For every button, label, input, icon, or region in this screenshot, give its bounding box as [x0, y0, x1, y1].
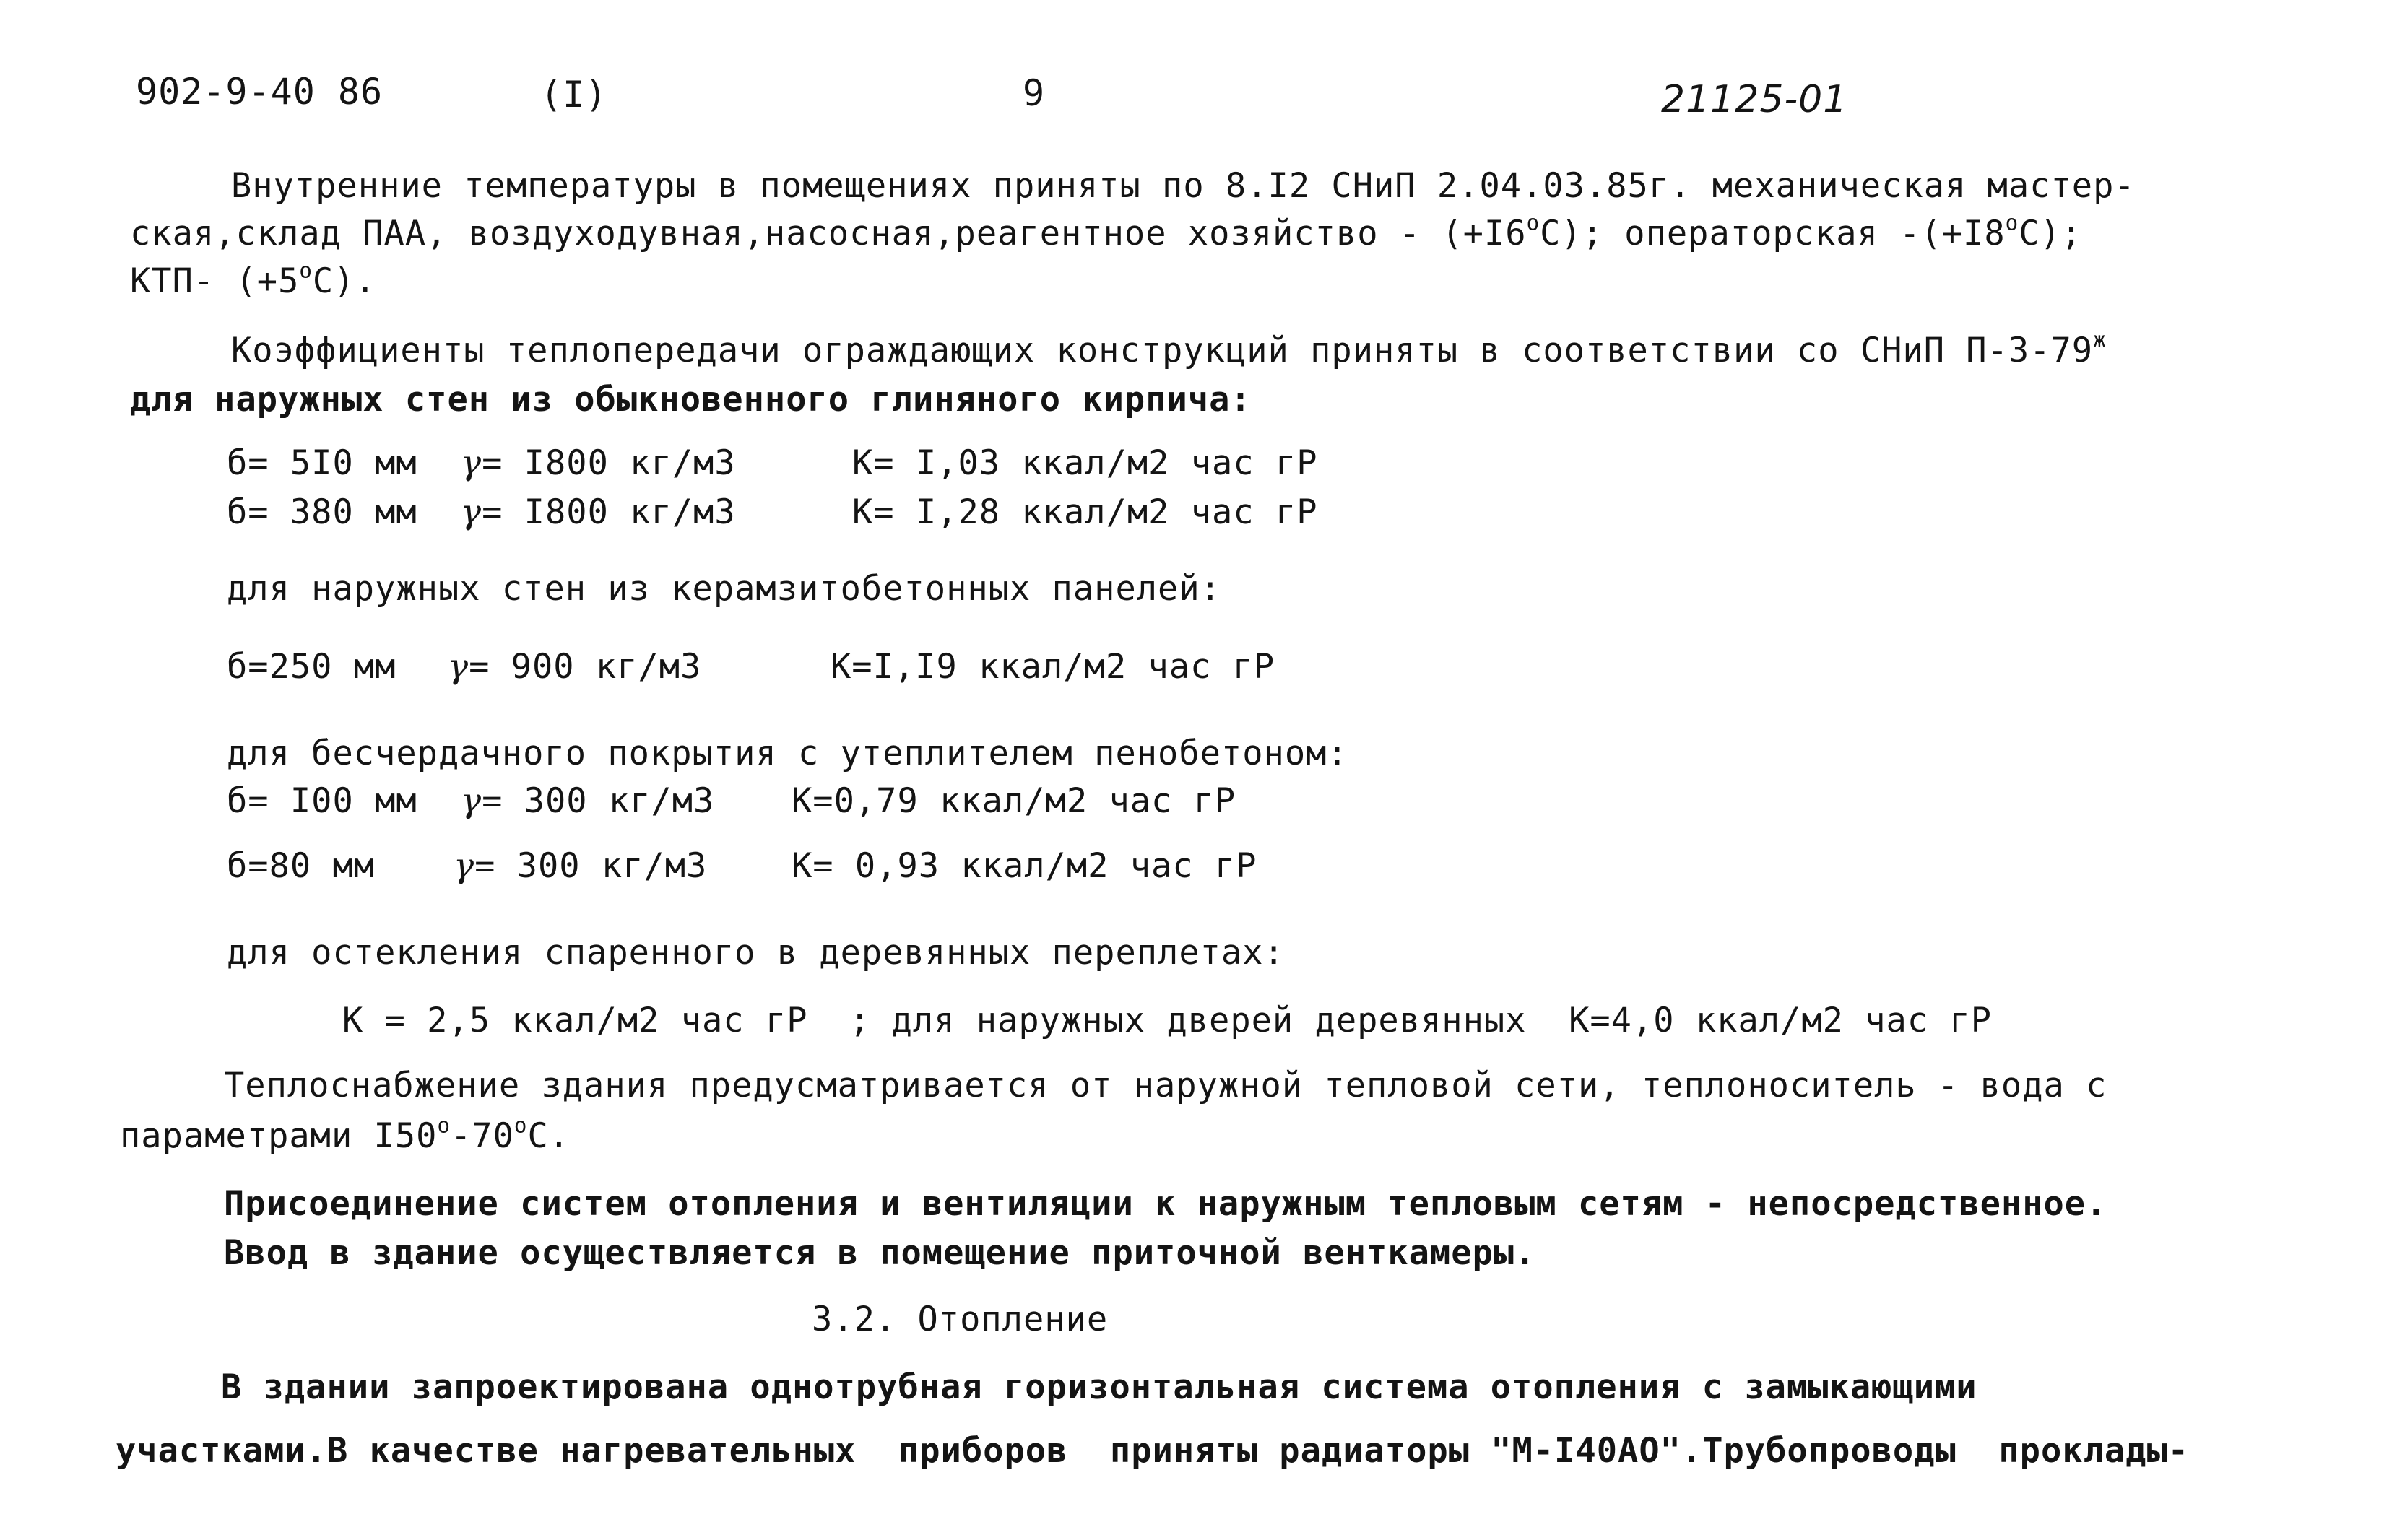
panel-row-k: К=I,I9 ккал/м2 час гР: [831, 647, 1275, 687]
roof-row-2-density-value: = 300 кг/м3: [474, 846, 708, 886]
p2-line1-text: Коэффициенты теплопередачи ограждающих конструкций приняты в соответствии со СНиП П-3-79: [231, 331, 2094, 370]
p7-line2: Ввод в здание осуществляется в помещение приточной венткамеры.: [224, 1233, 1536, 1273]
degree-mark: o: [1526, 210, 1540, 235]
roof-row-1-density: [461, 781, 715, 821]
degree-mark: o: [437, 1113, 451, 1138]
p1-line2b: С); операторская -(+I8: [1540, 214, 2006, 253]
p4-heading: для бесчердачного покрытия с утеплителем пенобетоном:: [227, 734, 1348, 773]
roof-row-2-density: [454, 846, 708, 886]
p6-line2: [120, 1113, 571, 1156]
roof-row-2-k: К= 0,93 ккал/м2 час гР: [792, 846, 1257, 886]
p6-line2c: С.: [527, 1116, 571, 1156]
p1-line2: [130, 210, 2083, 253]
glazing-k: К = 2,5 ккал/м2 час гР: [342, 1001, 808, 1040]
brick-row-1-thickness: б= 5I0 мм: [227, 443, 417, 483]
doors-k: ; для наружных дверей деревянных К=4,0 ккал/м2 час гР: [849, 1001, 1993, 1040]
p8-line2: участками.В качестве нагревательных приборов приняты радиаторы "М-I40АО".Трубопроводы проклады-: [116, 1431, 2190, 1471]
p2-line2: для наружных стен из обыкновенного глиняного кирпича:: [130, 380, 1252, 419]
document-number: 902-9-40 86: [136, 71, 384, 113]
p1-line3b: С).: [312, 261, 376, 301]
p1-line2c: С);: [2019, 214, 2083, 253]
panel-row-density: [448, 647, 702, 687]
p7-line1: Присоединение систем отопления и вентиляции к наружным тепловым сетям - непосредственное.: [224, 1184, 2107, 1224]
page-number: 9: [1023, 72, 1046, 114]
gamma-symbol: γ: [461, 492, 482, 532]
roof-row-2-thickness: б=80 мм: [227, 846, 376, 886]
panel-row-thickness: б=250 мм: [227, 647, 396, 687]
gamma-symbol: γ: [461, 443, 482, 483]
p1-line3: [130, 258, 376, 301]
panel-row-density-value: = 900 кг/м3: [469, 647, 702, 687]
p6-line1: Теплоснабжение здания предусматривается от наружной тепловой сети, теплоноситель - вода с: [224, 1066, 2107, 1105]
asterisk-mark: ж: [2093, 327, 2107, 352]
brick-row-2-density-value: = I800 кг/м3: [482, 492, 736, 532]
brick-row-2-density: [461, 492, 736, 532]
section-title: 3.2. Отопление: [812, 1300, 1109, 1339]
roof-row-1-density-value: = 300 кг/м3: [482, 781, 715, 821]
degree-mark: o: [2005, 210, 2019, 235]
p5-heading: для остекления спаренного в деревянных переплетах:: [227, 933, 1285, 973]
p6-line2a: параметрами I50: [120, 1116, 438, 1156]
p1-line3a: КТП- (+5: [130, 261, 300, 301]
gamma-symbol: γ: [454, 846, 475, 886]
p8-line1: В здании запроектирована однотрубная горизонтальная система отопления с замыкающими: [221, 1367, 1977, 1407]
degree-mark: o: [299, 258, 313, 283]
roof-row-1-thickness: б= I00 мм: [227, 781, 417, 821]
sheet-code: 21125-01: [1661, 78, 1848, 121]
brick-row-1-density: [461, 443, 736, 483]
roof-row-1-k: К=0,79 ккал/м2 час гР: [792, 781, 1236, 821]
degree-mark: o: [514, 1113, 528, 1138]
brick-row-2-k: К= I,28 ккал/м2 час гР: [852, 492, 1318, 532]
p2-line1: [231, 327, 2107, 370]
volume-marker: (I): [540, 74, 608, 116]
brick-row-2-thickness: б= 380 мм: [227, 492, 417, 532]
p3-heading: для наружных стен из керамзитобетонных панелей:: [227, 569, 1221, 609]
p6-line2b: -70: [451, 1116, 514, 1156]
p1-line1: Внутренние температуры в помещениях приняты по 8.I2 СНиП 2.04.03.85г. механическая мастер-: [231, 166, 2136, 206]
gamma-symbol: γ: [461, 781, 482, 821]
gamma-symbol: γ: [448, 647, 469, 687]
brick-row-1-k: К= I,03 ккал/м2 час гР: [852, 443, 1318, 483]
brick-row-1-density-value: = I800 кг/м3: [482, 443, 736, 483]
p1-line2a: ская,склад ПАА, воздуходувная,насосная,реагентное хозяйство - (+I6: [130, 214, 1527, 253]
